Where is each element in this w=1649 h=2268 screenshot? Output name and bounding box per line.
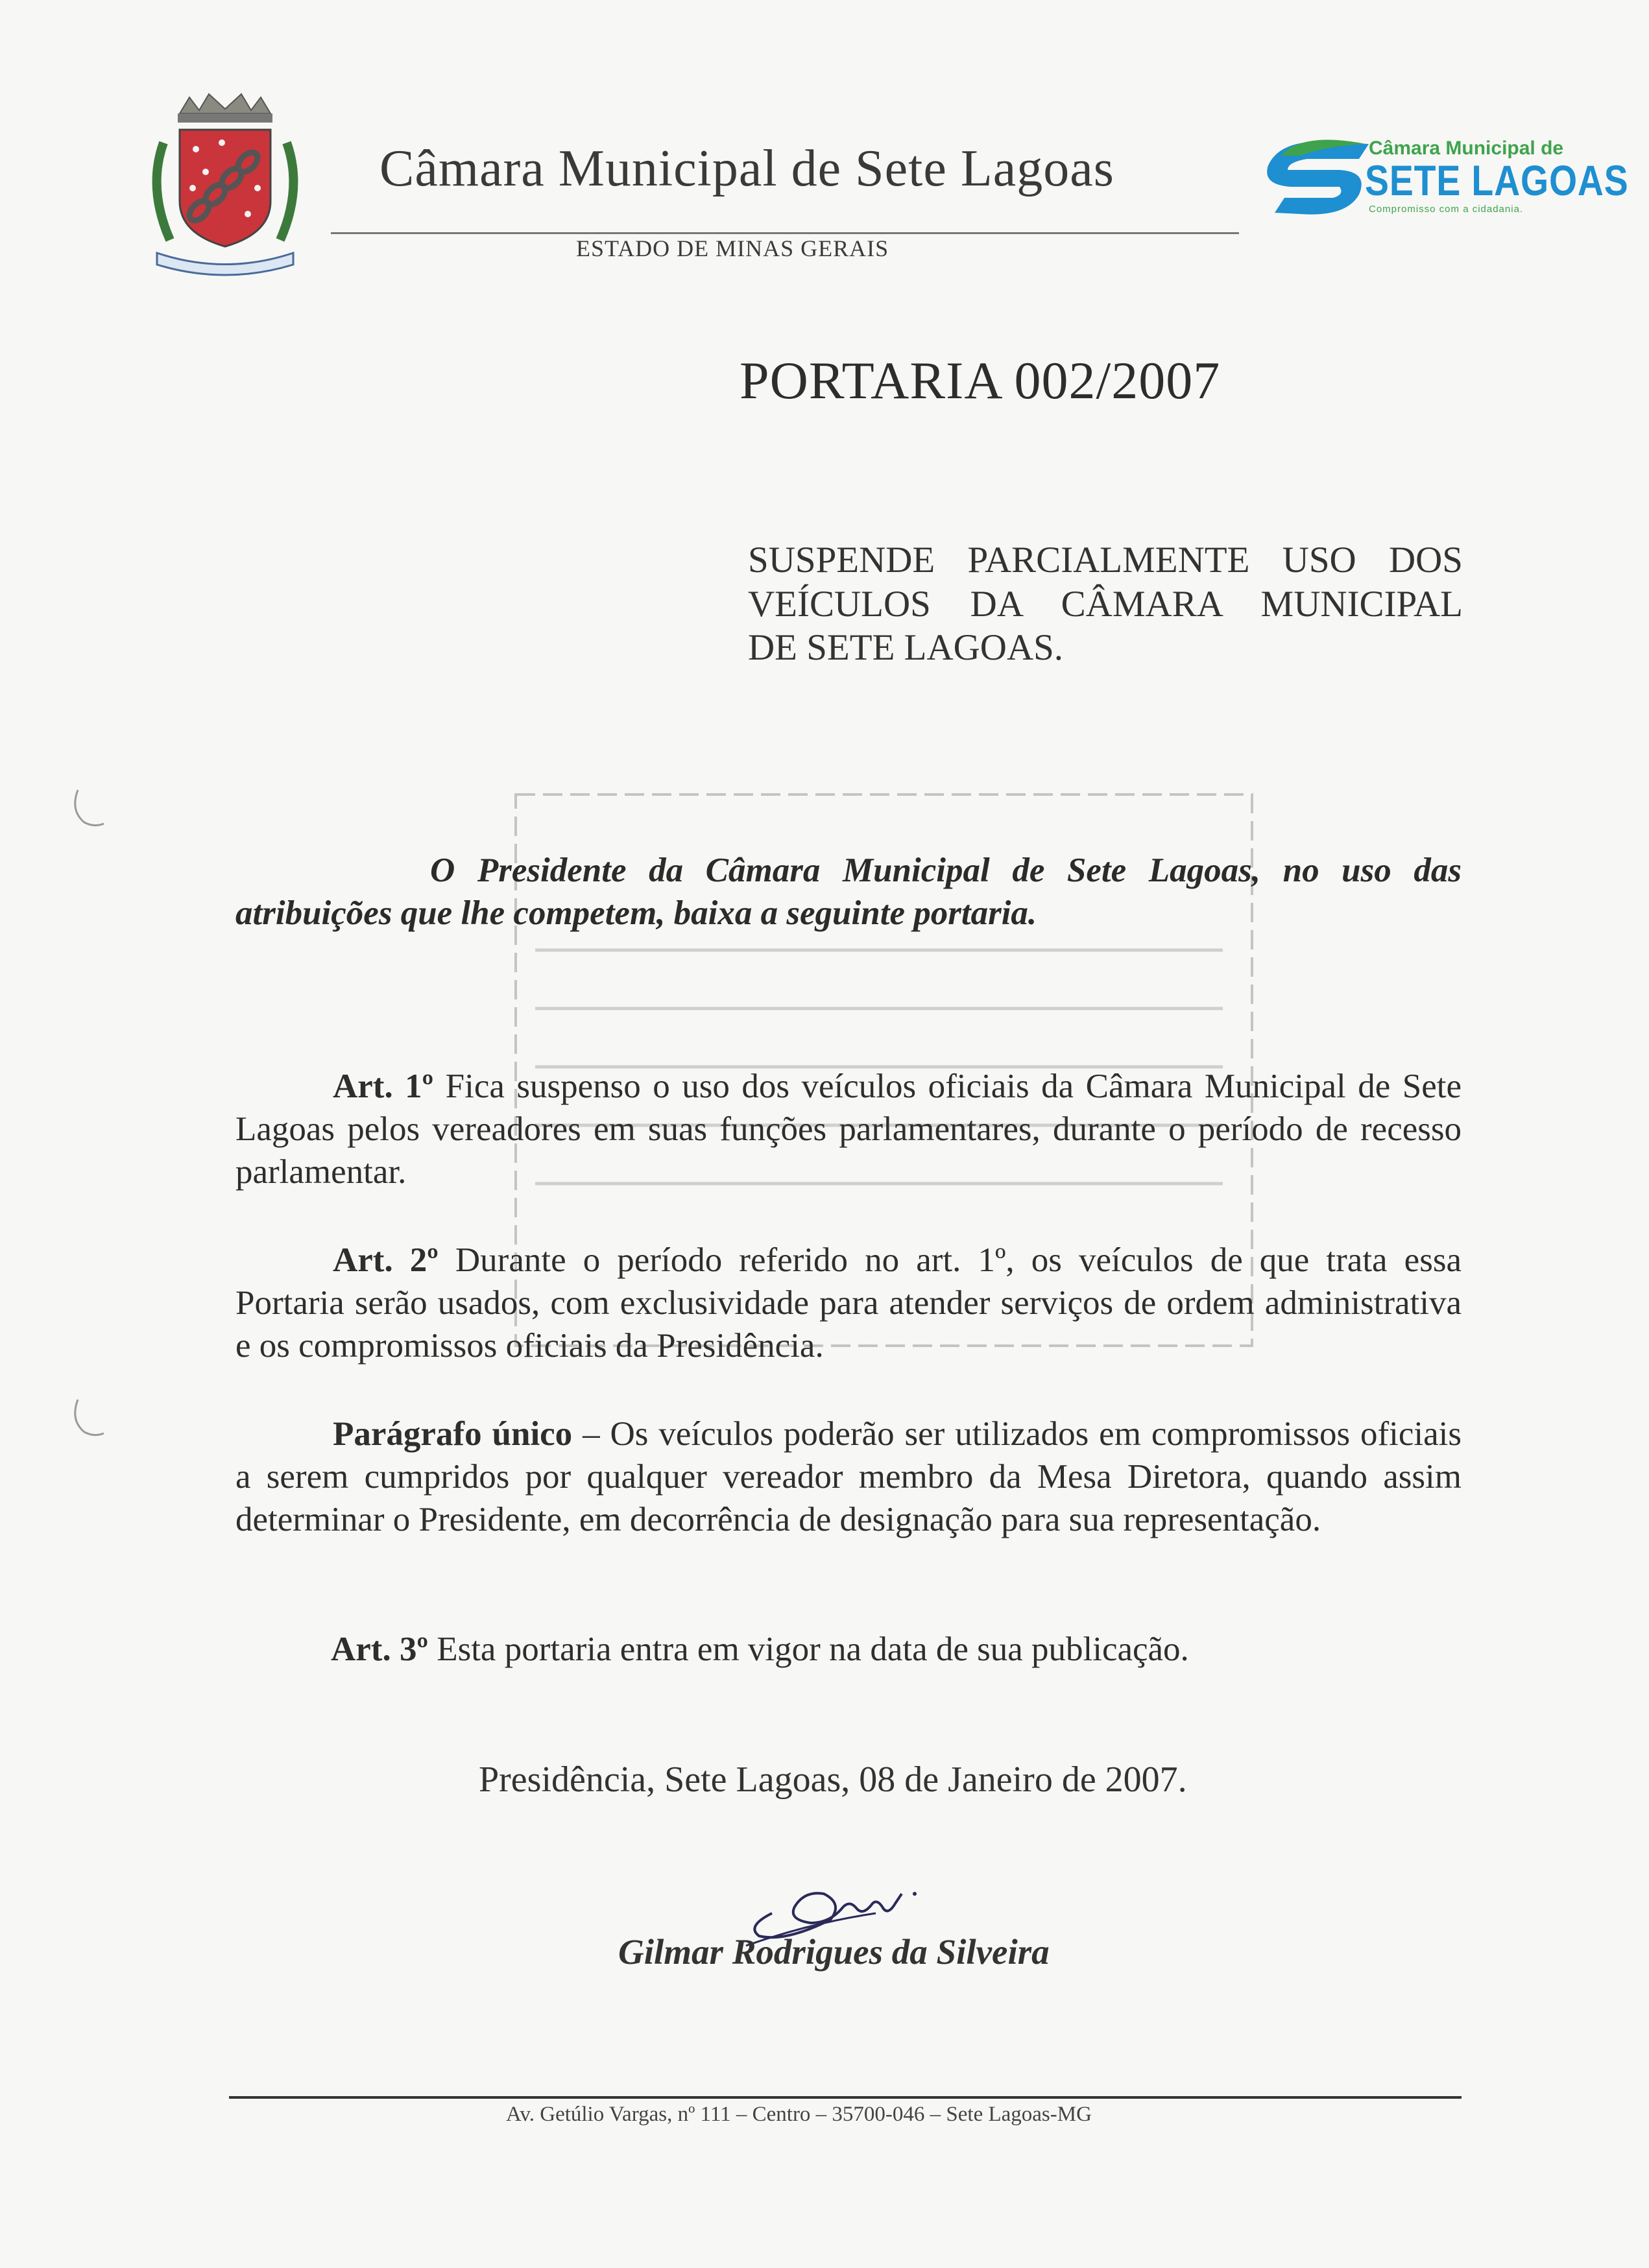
- punch-hole-mark: [65, 1394, 110, 1440]
- sole-paragraph: [235, 1413, 1462, 1541]
- paragraph-text: – Os veículos poderão ser utilizados em compromissos oficiais a serem cumpridos por qualquer vereador membro da Mesa Diretora, quando assim determinar o Presidente, em decorrência de designação para sua representação.: [235, 1415, 1462, 1538]
- footer-divider: [229, 2096, 1462, 2099]
- signer-name: Gilmar Rodrigues da Silveira: [618, 1932, 1050, 1972]
- article-3: [331, 1628, 1189, 1671]
- article-text: Esta portaria entra em vigor na data de sua publicação.: [427, 1630, 1189, 1668]
- punch-hole-mark: [65, 785, 110, 830]
- place-and-date: Presidência, Sete Lagoas, 08 de Janeiro de 2007.: [479, 1760, 1187, 1800]
- article-1: [235, 1065, 1462, 1193]
- paragraph-label: Parágrafo único: [333, 1415, 573, 1453]
- intro-line: O Presidente da Câmara Municipal de Sete Lagoas, no uso das: [430, 852, 1462, 889]
- logo-top-text: Câmara Municipal de: [1369, 137, 1564, 159]
- subject-line: VEÍCULOS DA CÂMARA MUNICIPAL: [748, 584, 1463, 625]
- article-2: [235, 1239, 1462, 1367]
- intro-line: atribuições que lhe competem, baixa a seguinte portaria.: [235, 894, 1037, 932]
- article-label: Art. 2º: [333, 1241, 439, 1279]
- coat-of-arms-icon: [144, 91, 306, 279]
- subject-line: SUSPENDE PARCIALMENTE USO DOS: [748, 540, 1463, 580]
- article-label: Art. 1º: [333, 1068, 434, 1105]
- article-text: Durante o período referido no art. 1º, os veículos de que trata essa Portaria serão usados, com exclusividade para atender serviços de ordem administrativa e os compromissos oficiais da Presidência.: [235, 1241, 1462, 1365]
- article-text: Fica suspenso o uso dos veículos oficiais da Câmara Municipal de Sete Lagoas pelos vereadores em suas funções parlamentares, durante o período de recesso parlamentar.: [235, 1068, 1462, 1191]
- institution-name: Câmara Municipal de Sete Lagoas: [379, 140, 1114, 197]
- article-label: Art. 3º: [331, 1630, 428, 1668]
- document-title: PORTARIA 002/2007: [740, 351, 1221, 410]
- footer-address: Av. Getúlio Vargas, nº 111 – Centro – 35700-046 – Sete Lagoas-MG: [506, 2103, 1092, 2126]
- state-name: ESTADO DE MINAS GERAIS: [576, 235, 889, 261]
- logo-tagline: Compromisso com a cidadania.: [1369, 204, 1524, 215]
- subject-block: [748, 538, 1463, 627]
- logo-main-text: SETE LAGOAS: [1365, 156, 1629, 204]
- header-divider: [331, 232, 1239, 234]
- subject-line: DE SETE LAGOAS.: [748, 627, 1064, 668]
